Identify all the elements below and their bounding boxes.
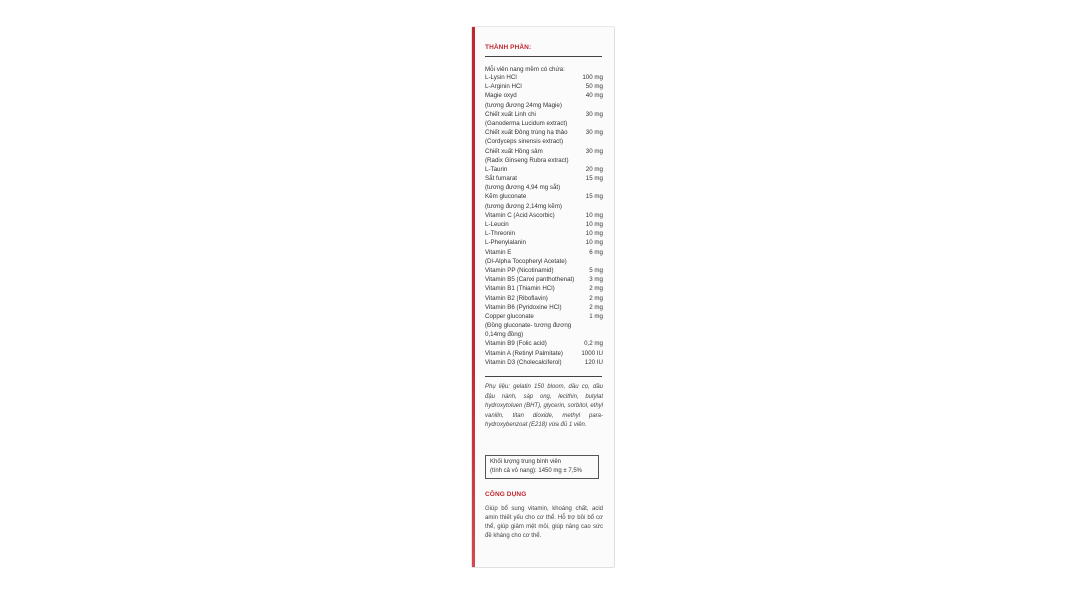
ingredients-heading: THÀNH PHẦN: — [485, 44, 532, 51]
ingredient-row — [485, 220, 603, 229]
uses-text: Giúp bổ sung vitamin, khoáng chất, acid amin thiết yếu cho cơ thể. Hỗ trợ bồi bổ cơ thể, giúp giảm mệt mỏi, giúp nâng cao sức đề kháng cho cơ thể. — [485, 506, 603, 539]
ingredient-name: Vitamin PP (Nicotinamid) — [485, 266, 554, 274]
ingredient-name: Vitamin B1 (Thiamin HCl) — [485, 285, 555, 293]
ingredient-name: (tương đương 24mg Magie) — [485, 101, 562, 109]
ingredient-name: 0,14mg đồng) — [485, 331, 524, 339]
ingredient-amount: 6 mg — [589, 248, 603, 256]
ingredient-row — [485, 91, 603, 100]
ingredient-row — [485, 229, 603, 238]
ingredient-row — [485, 312, 603, 321]
ingredient-name: Kẽm gluconate — [485, 193, 527, 201]
ingredient-amount: 2 mg — [589, 303, 603, 311]
ingredient-row — [485, 165, 603, 174]
divider-top — [485, 56, 602, 57]
ingredient-amount: 10 mg — [585, 230, 603, 238]
ingredient-row — [485, 321, 603, 330]
ingredient-amount: 5 mg — [589, 266, 603, 274]
ingredient-name: (Đồng gluconate- tương đương — [485, 322, 572, 330]
ingredient-amount: 10 mg — [585, 239, 603, 247]
ingredient-amount: 15 mg — [585, 175, 603, 183]
ingredients-list — [485, 73, 603, 367]
ingredient-row — [485, 128, 603, 137]
ingredient-name: (tương đương 2,14mg kẽm) — [485, 202, 562, 210]
ingredient-name: Copper gluconate — [485, 312, 534, 320]
ingredient-amount: 0,2 mg — [584, 340, 603, 348]
ingredient-row — [485, 238, 603, 247]
ingredient-row — [485, 284, 603, 293]
ingredient-name: Vitamin A (Retinyl Palmitate) — [485, 349, 563, 357]
ingredient-amount: 1 mg — [589, 312, 603, 320]
ingredient-amount: 30 mg — [585, 129, 603, 137]
ingredient-row — [485, 119, 603, 128]
product-box-side-panel — [472, 27, 614, 567]
ingredient-row — [485, 137, 603, 146]
ingredient-name: L-Threonin — [485, 230, 515, 238]
ingredient-amount: 20 mg — [585, 165, 603, 173]
ingredient-name: Chiết xuất Linh chi — [485, 110, 536, 118]
ingredient-name: Sắt fumarat — [485, 175, 517, 183]
ingredient-row — [485, 358, 603, 367]
ingredient-row — [485, 248, 603, 257]
capsule-weight-box — [485, 455, 599, 479]
ingredient-amount: 30 mg — [585, 110, 603, 118]
ingredient-row — [485, 183, 603, 192]
ingredient-row — [485, 101, 603, 110]
ingredient-name: Vitamin C (Acid Ascorbic) — [485, 211, 555, 219]
ingredient-row — [485, 156, 603, 165]
ingredient-row — [485, 110, 603, 119]
ingredient-name: (Radix Ginseng Rubra extract) — [485, 156, 569, 164]
ingredient-name: Chiết xuất Hồng sâm — [485, 147, 543, 155]
ingredient-amount: 100 mg — [582, 74, 603, 81]
ingredient-amount: 1000 IU — [581, 349, 603, 357]
ingredient-row — [485, 257, 603, 266]
ingredient-row — [485, 82, 603, 91]
ingredient-row — [485, 174, 603, 183]
ingredient-row — [485, 73, 603, 82]
ingredients-intro: Mỗi viên nang mềm có chứa: — [485, 66, 565, 73]
ingredient-row — [485, 211, 603, 220]
ingredient-name: Magie oxyd — [485, 92, 517, 100]
divider-bottom — [485, 376, 602, 377]
ingredient-amount: 15 mg — [585, 193, 603, 201]
ingredient-amount: 3 mg — [589, 276, 603, 284]
ingredient-row — [485, 339, 603, 348]
ingredient-name: (Ganoderma Lucidum extract) — [485, 119, 568, 127]
ingredient-row — [485, 192, 603, 201]
ingredient-name: L-Phenylalanin — [485, 239, 526, 247]
ingredient-amount: 2 mg — [589, 294, 603, 302]
weight-line-2: (tính cả vỏ nang): 1450 mg ± 7,5% — [490, 468, 583, 474]
uses-heading: CÔNG DỤNG — [485, 491, 527, 498]
ingredient-row — [485, 294, 603, 303]
ingredient-name: (tương đương 4,94 mg sắt) — [485, 184, 561, 192]
ingredient-name: L-Taurin — [485, 165, 508, 173]
ingredient-row — [485, 266, 603, 275]
ingredient-name: (Cordyceps sinensis extract) — [485, 138, 564, 146]
ingredient-name: Vitamin E — [485, 248, 512, 256]
excipients-text: Phụ liệu: gelatin 150 bloom, dầu cọ, dầu đậu nành, sáp ong, lecithin, butylat hydroxytoluen (BHT), glycerin, sorbitol, ethyl vanilin, titan dioxide, methyl para-hydroxybenzoat (E218) vừa đủ 1 viên. — [485, 384, 603, 429]
ingredient-amount: 2 mg — [589, 285, 603, 293]
ingredient-name: Vitamin B2 (Riboflavin) — [485, 294, 548, 302]
ingredient-name: (Dl-Alpha Tocopheryl Acetate) — [485, 257, 567, 265]
ingredient-row — [485, 303, 603, 312]
red-edge-stripe — [472, 27, 475, 567]
ingredient-amount: 10 mg — [585, 211, 603, 219]
ingredient-amount: 10 mg — [585, 221, 603, 228]
ingredient-row — [485, 147, 603, 156]
ingredient-name: L-Lysin HCl — [485, 74, 517, 81]
ingredient-amount: 40 mg — [585, 92, 603, 100]
ingredient-amount: 50 mg — [585, 83, 603, 91]
ingredient-row — [485, 275, 603, 284]
ingredient-name: L-Arginin HCl — [485, 83, 522, 91]
ingredient-name: Vitamin D3 (Cholecalciferol) — [485, 358, 562, 366]
weight-line-1: Khối lượng trung bình viên — [490, 459, 561, 465]
ingredient-amount: 30 mg — [585, 147, 603, 155]
ingredient-row — [485, 202, 603, 211]
ingredient-name: L-Leucin — [485, 221, 509, 228]
ingredient-row — [485, 330, 603, 339]
ingredient-name: Vitamin B9 (Folic acid) — [485, 340, 547, 348]
ingredient-name: Vitamin B6 (Pyridoxine HCl) — [485, 303, 562, 311]
ingredient-row — [485, 349, 603, 358]
ingredient-name: Vitamin B5 (Canxi panthothenat) — [485, 276, 575, 284]
ingredient-name: Chiết xuất Đông trùng hạ thảo — [485, 129, 568, 137]
ingredient-amount: 120 IU — [584, 358, 603, 366]
